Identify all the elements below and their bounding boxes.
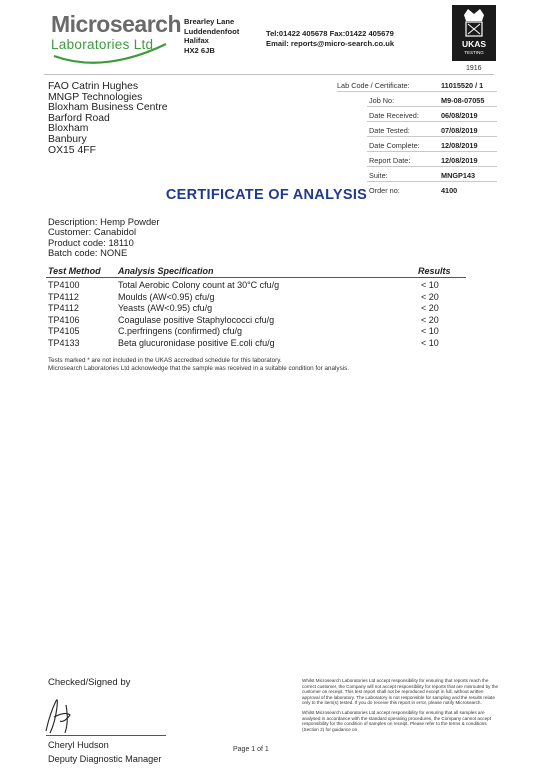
column-header-spec: Analysis Specification: [118, 266, 214, 276]
analysis-spec: Beta glucuronidase positive E.coli cfu/g: [118, 337, 275, 348]
reference-row: [337, 81, 497, 96]
checked-signed-label: Checked/Signed by: [48, 677, 131, 688]
company-address: [184, 17, 239, 55]
product-info: [48, 217, 160, 259]
ukas-number: 1916: [466, 65, 482, 72]
table-header-rule: [46, 277, 466, 278]
test-method: TP4106: [48, 314, 80, 325]
table-row: [48, 315, 468, 327]
address-line: Luddendenfoot: [184, 26, 240, 36]
result-value: < 20: [421, 303, 439, 313]
recipient-line: FAO Catrin Hughes: [48, 81, 139, 92]
ukas-accreditation-badge: [452, 5, 496, 61]
results-table: [48, 280, 468, 349]
batch-code: Batch code: NONE: [48, 247, 128, 259]
product-description: Description: Hemp Powder: [48, 216, 160, 227]
disclaimer: [302, 678, 502, 732]
reference-label: Lab Code / Certificate:: [337, 81, 410, 90]
analysis-spec: Yeasts (AW<0.95) cfu/g: [118, 303, 213, 313]
table-row: [48, 280, 468, 292]
analysis-spec: C.perfringens (confirmed) cfu/g: [118, 326, 243, 336]
test-method: TP4112: [48, 291, 79, 302]
ukas-label: UKAS: [461, 39, 487, 49]
column-header-method: Test Method: [48, 266, 101, 276]
reference-value: 06/08/2019: [441, 111, 478, 120]
ukas-sub: TESTING: [464, 50, 484, 55]
signer-title: Deputy Diagnostic Manager: [48, 754, 162, 764]
recipient-line: Bloxham: [48, 123, 89, 135]
result-value: < 10: [421, 326, 439, 336]
reference-value: 07/08/2019: [441, 126, 478, 135]
product-customer: Customer: Canabidol: [48, 226, 137, 238]
reference-value: 4100: [441, 186, 458, 195]
header-divider: [44, 74, 494, 75]
test-method: TP4112: [48, 303, 79, 313]
reference-row: [337, 141, 497, 156]
reference-row: [337, 126, 497, 141]
email: Email: reports@micro-search.co.uk: [266, 39, 395, 48]
handwritten-signature: [36, 693, 86, 737]
phone-fax: Tel:01422 405678 Fax:01422 405679: [266, 29, 394, 38]
table-row: [48, 338, 468, 350]
column-header-results: Results: [418, 266, 451, 276]
address-line: Halifax: [184, 36, 209, 46]
analysis-spec: Moulds (AW<0.95) cfu/g: [118, 291, 215, 302]
table-row: [48, 292, 468, 304]
test-method: TP4100: [48, 280, 80, 290]
analysis-spec: Coagulase positive Staphylococci cfu/g: [118, 314, 275, 325]
test-method: TP4105: [48, 326, 80, 336]
reference-row: [337, 156, 497, 171]
signature-line: [46, 735, 166, 736]
table-row: [48, 326, 468, 338]
reference-label: Job No:: [369, 96, 395, 105]
company-contact: [266, 29, 394, 49]
result-value: < 20: [421, 314, 439, 325]
notes: [48, 357, 349, 373]
recipient-line: MNGP Technologies: [48, 91, 143, 103]
table-row: [48, 303, 468, 315]
address-line: Brearley Lane: [184, 17, 235, 26]
result-value: < 10: [421, 280, 439, 290]
company-logo-subtitle: Laboratories Ltd: [51, 37, 154, 52]
result-value: < 20: [421, 291, 439, 302]
recipient-line: Bloxham Business Centre: [48, 102, 168, 114]
document-title: CERTIFICATE OF ANALYSIS: [165, 187, 368, 203]
reference-value: 12/08/2019: [441, 156, 478, 165]
signer-name: Cheryl Hudson: [48, 740, 109, 750]
reference-table: [337, 81, 497, 201]
reference-label: Order no:: [369, 186, 400, 195]
result-value: < 10: [421, 337, 439, 348]
reference-label: Date Received:: [369, 111, 419, 120]
signer-block: [48, 738, 161, 766]
product-code: Product code: 18110: [48, 236, 134, 248]
reference-row: [337, 171, 497, 186]
reference-label: Suite:: [369, 171, 388, 180]
reference-row: [337, 96, 497, 111]
address-line: HX2 6JB: [184, 45, 215, 55]
reference-label: Date Complete:: [369, 141, 420, 150]
reference-value: M9-08-07055: [441, 96, 485, 105]
reference-value: 12/08/2019: [441, 141, 478, 150]
page-number: Page 1 of 1: [233, 746, 269, 753]
reference-row: [337, 111, 497, 126]
test-method: TP4133: [48, 337, 80, 348]
reference-label: Report Date:: [369, 156, 411, 165]
company-logo-name: Microsearch: [51, 11, 182, 37]
note-line: Tests marked * are not included in the UKAS accredited schedule for this laboratory.: [48, 357, 282, 364]
note-line: Microsearch Laboratories Ltd acknowledge that the sample was received in a suitable condition for analysis.: [48, 365, 350, 372]
reference-value: 11015520 / 1: [441, 81, 484, 90]
reference-value: MNGP143: [441, 171, 476, 180]
disclaimer-paragraph: Whilst Microsearch Laboratories Ltd accept responsibility for ensuring that reports reach the correct customer, the Company will not accept responsibility for reports that are misrouted by the customer on receipt. This test report shall not be reproduced except in full, without written approval of the laboratory. The Laboratory is not responsible for sampling and the results relate only to the item(s) tested. If you do receive this report in error, please notify Microsearch.: [302, 678, 499, 706]
recipient-line: Banbury: [48, 133, 87, 145]
analysis-spec: Total Aerobic Colony count at 30°C cfu/g: [118, 280, 280, 290]
disclaimer-paragraph: Whilst Microsearch Laboratories Ltd accept responsibility for ensuring that all samples are analysed in accordance with the standard operating procedures, the Company cannot accept responsibility for the condition of samples on receipt. Please refer to the terms & conditions (Section 2) for guidance on: [302, 709, 491, 732]
recipient-line: Barford Road: [48, 112, 110, 124]
recipient-address: [48, 82, 168, 156]
reference-label: Date Tested:: [369, 126, 410, 135]
recipient-line: OX15 4FF: [48, 144, 96, 156]
